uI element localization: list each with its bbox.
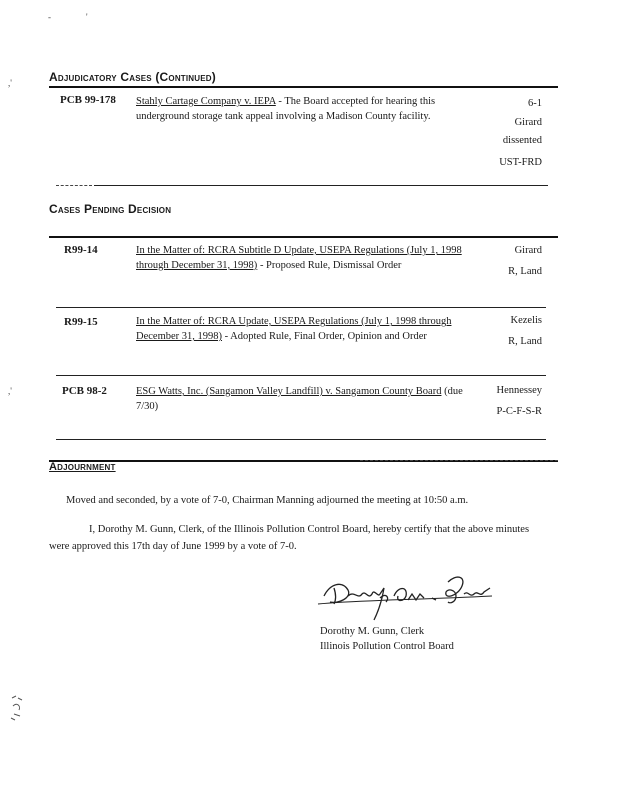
case-number: R99-14 [64, 244, 98, 256]
case-member: Kezelis [510, 315, 542, 326]
row-rule [56, 375, 546, 376]
case-text: (due 7/30) [136, 386, 463, 412]
certification-text: I, Dorothy M. Gunn, Clerk, of the Illinois Pollution Control Board, hereby certify that the above minutes were approved this 17th day of June 1999 by a vote of 7-0. [49, 524, 530, 552]
case-number: R99-15 [64, 316, 98, 328]
scan-speck: ' [86, 12, 88, 22]
case-code: R, Land [508, 336, 542, 347]
case-text: - Adopted Rule, Final Order, Opinion and Order [222, 331, 427, 342]
scan-speck: ,' [8, 386, 12, 396]
case-code: P-C-F-S-R [496, 406, 542, 417]
case-assignment [460, 240, 542, 282]
case-code: R, Land [508, 266, 542, 277]
case-vote-column [460, 93, 542, 176]
section-rule [49, 236, 558, 238]
case-note: Girard [514, 117, 542, 128]
case-code: UST-FRD [499, 157, 542, 168]
row-rule [56, 307, 546, 308]
row-rule [56, 439, 546, 440]
case-member: Hennessey [496, 385, 542, 396]
case-text: - The Board accepted for hearing this underground storage tank appeal involving a Madison County facility. [136, 96, 436, 122]
case-number: PCB 99-178 [60, 94, 116, 106]
case-assignment [460, 310, 542, 352]
signer-name: Dorothy M. Gunn, Clerk [320, 626, 425, 637]
signer-organization: Illinois Pollution Control Board [320, 641, 454, 652]
case-description [136, 243, 471, 273]
case-number: PCB 98-2 [62, 385, 107, 397]
row-rule [56, 185, 92, 186]
adjudicatory-heading: Adjudicatory Cases (Continued) [49, 70, 216, 84]
case-title: In the Matter of: RCRA Subtitle D Update, USEPA Regulations (July 1, 1998 through December 31, 1998) [136, 245, 462, 271]
case-assignment [452, 380, 542, 422]
scan-speck: - [48, 12, 51, 22]
case-text: - Proposed Rule, Dismissal Order [257, 260, 402, 271]
scan-speck: ,' [8, 78, 12, 88]
case-description [136, 384, 471, 414]
row-rule [94, 185, 548, 186]
case-vote: 6-1 [528, 98, 542, 109]
margin-stamp-mark [8, 692, 28, 722]
case-member: Girard [514, 245, 542, 256]
case-description [136, 94, 476, 124]
section-rule [360, 460, 558, 461]
pending-heading: Cases Pending Decision [49, 202, 172, 216]
adjournment-heading: Adjournment [49, 461, 116, 473]
case-title: In the Matter of: RCRA Update, USEPA Regulations (July 1, 1998 through December 31, 1998) [136, 316, 452, 342]
case-note: dissented [502, 135, 542, 146]
clerk-signature [316, 566, 496, 624]
case-title: ESG Watts, Inc. (Sangamon Valley Landfill) v. Sangamon County Board [136, 386, 442, 397]
adjournment-text: Moved and seconded, by a vote of 7-0, Chairman Manning adjourned the meeting at 10:50 a.m. [66, 495, 469, 506]
section-rule [49, 86, 558, 88]
case-description [136, 314, 471, 344]
case-title: Stahly Cartage Company v. IEPA [136, 96, 276, 107]
